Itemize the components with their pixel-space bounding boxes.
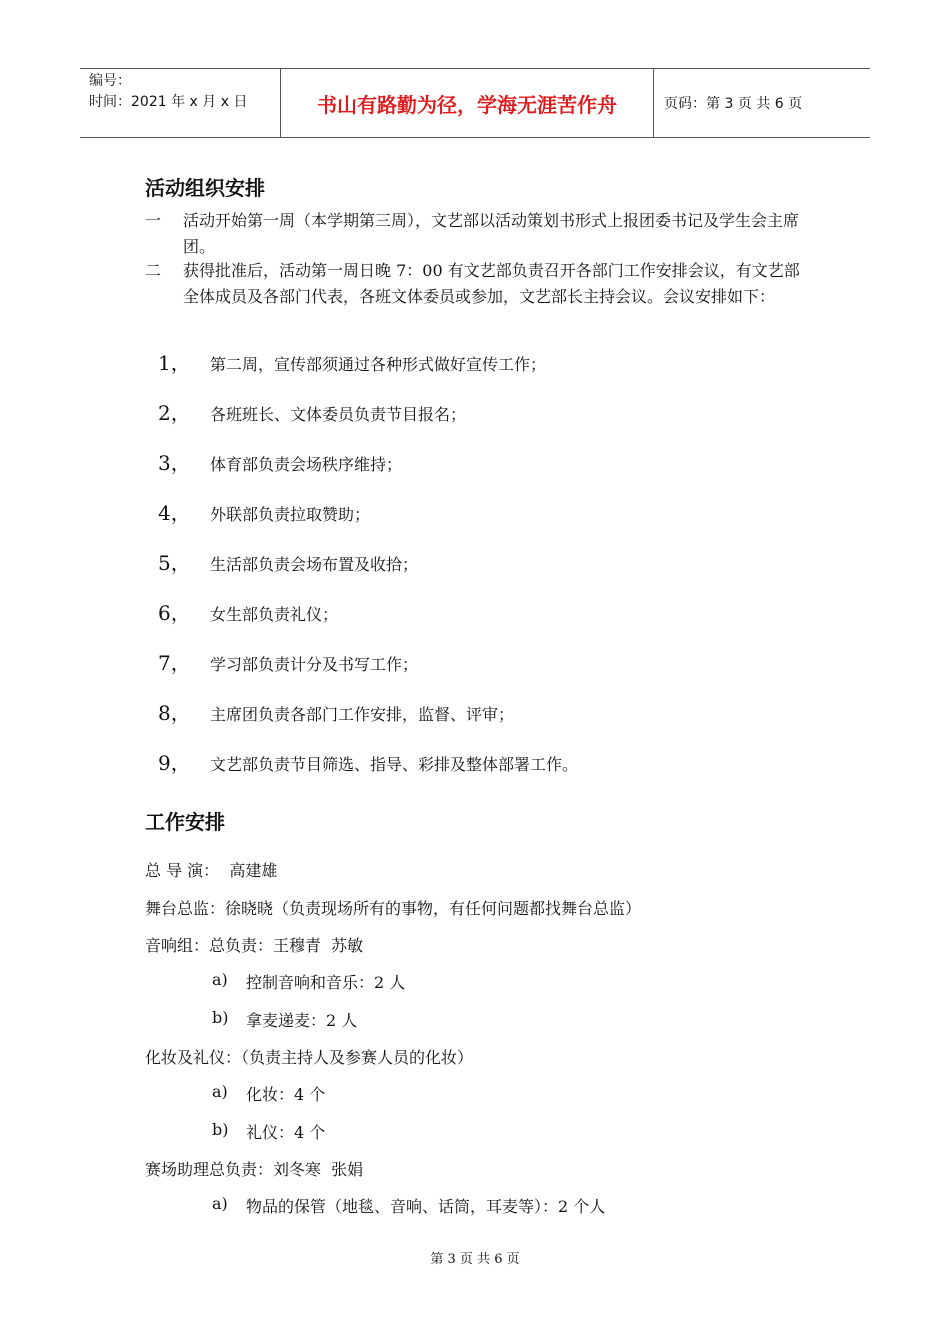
item-text: 第二周，宣传部须通过各种形式做好宣传工作； (210, 355, 547, 374)
paragraph-text: 活动开始第一周（本学期第三周），文艺部以活动策划书形式上报团委书记及学生会主席团。 (183, 211, 800, 256)
sub-item (212, 1008, 357, 1031)
sound-line: 音响组：总负责：王穆青 苏敏 (145, 936, 364, 955)
number-label: 编号： (89, 73, 131, 89)
assist-line: 赛场助理总负责：刘冬寒 张娟 (145, 1160, 364, 1179)
header-page-code: 页码：第 3 页 共 6 页 (664, 96, 803, 112)
time-label: 时间：2021 年 x 月 x 日 (89, 94, 248, 110)
item-number: 3， (158, 451, 191, 475)
list-item (158, 597, 338, 626)
sub-text: 控制音响和音乐：2 人 (246, 973, 406, 992)
section-title-work: 工作安排 (145, 810, 225, 834)
item-text: 生活部负责会场布置及收拾； (210, 555, 419, 574)
item-text: 外联部负责拉取赞助； (210, 505, 371, 524)
list-item (158, 747, 578, 776)
sub-text: 物品的保管（地毯、音响、话筒，耳麦等）：2 个人 (246, 1197, 606, 1216)
sub-item (212, 1194, 605, 1217)
item-number: 2， (158, 401, 191, 425)
item-text: 学习部负责计分及书写工作； (210, 655, 419, 674)
item-text: 体育部负责会场秩序维持； (210, 455, 403, 474)
item-text: 女生部负责礼仪； (210, 605, 339, 624)
makeup-line: 化妆及礼仪：（负责主持人及参赛人员的化妆） (145, 1048, 474, 1067)
paragraph-1 (145, 208, 815, 260)
page-footer: 第 3 页 共 6 页 (430, 1252, 520, 1267)
sub-text: 拿麦递麦：2 人 (246, 1011, 358, 1030)
sub-label: b) (212, 1120, 229, 1139)
item-text: 文艺部负责节目筛选、指导、彩排及整体部署工作。 (210, 755, 579, 774)
item-number: 5， (158, 551, 191, 575)
item-number: 9， (158, 751, 191, 775)
item-text: 各班班长、文体委员负责节目报名； (210, 405, 467, 424)
list-item (158, 397, 466, 426)
sub-label: a) (212, 1194, 228, 1213)
sub-text: 礼仪：4 个 (246, 1123, 326, 1142)
sub-text: 化妆：4 个 (246, 1085, 326, 1104)
section-title-organization: 活动组织安排 (145, 176, 265, 200)
item-number: 8， (158, 701, 191, 725)
list-item (158, 547, 418, 576)
header-motto: 书山有路勤为径，学海无涯苦作舟 (281, 69, 654, 137)
item-number: 7， (158, 651, 191, 675)
paragraph-2 (145, 258, 815, 310)
list-item (158, 447, 402, 476)
item-number: 1， (158, 351, 191, 375)
item-number: 4， (158, 501, 191, 525)
list-item (158, 647, 418, 676)
paragraph-mark: 一 (145, 211, 162, 230)
director-line: 总 导 演： 高建雄 (145, 861, 278, 880)
sub-label: b) (212, 1008, 229, 1027)
sub-item (212, 1082, 325, 1105)
stage-line: 舞台总监：徐晓晓（负责现场所有的事物，有任何问题都找舞台总监） (145, 899, 642, 918)
header-meta (80, 69, 281, 137)
page-header (80, 68, 870, 138)
list-item (158, 347, 546, 376)
sub-item (212, 970, 405, 993)
list-item (158, 497, 370, 526)
paragraph-text: 获得批准后，活动第一周日晚 7：00 有文艺部负责召开各部门工作安排会议，有文艺部全体成员及各部门代表，各班文体委员或参加，文艺部长主持会议。会议安排如下： (183, 261, 800, 306)
item-number: 6， (158, 601, 191, 625)
sub-label: a) (212, 1082, 228, 1101)
item-text: 主席团负责各部门工作安排，监督、评审； (210, 705, 515, 724)
paragraph-mark: 二 (145, 261, 162, 280)
sub-item (212, 1120, 325, 1143)
sub-label: a) (212, 970, 228, 989)
list-item (158, 697, 514, 726)
